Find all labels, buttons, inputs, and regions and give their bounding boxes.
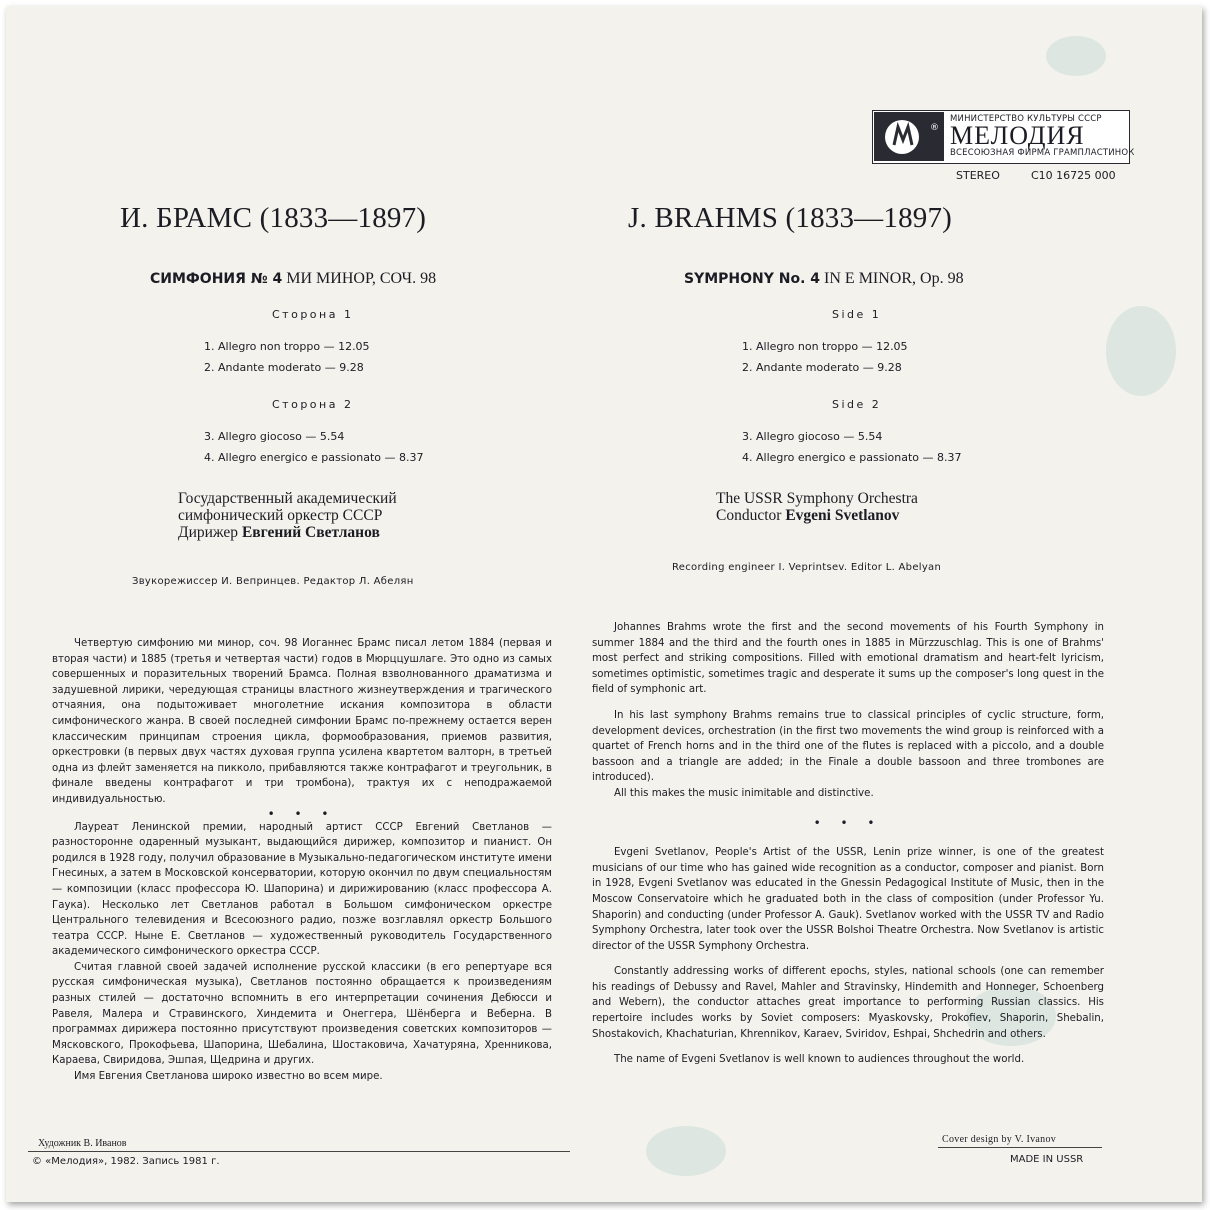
track-ru: 1. Allegro non troppo — 12.05 [204,340,370,353]
paragraph-en: Johannes Brahms wrote the first and the second movements of his Fourth Symphony in summer 1884 and the third and the fourth ones in 1885 in Mürzzuschlag. This is one of Brahms' most perfect and striking compositions. Filled with emotional dramatism and heart-felt lyricism, sometimes optimistic, sometimes tragic and desperate it sums up the composer's long quest in the field of symphonic art. [592,622,1104,696]
track-en: 1. Allegro non troppo — 12.05 [742,340,908,353]
track-en: 4. Allegro energico e passionato — 8.37 [742,451,962,464]
work-title-en [684,270,964,288]
conductor-ru-prefix: Дирижер [178,524,242,541]
paragraph-en: Constantly addressing works of different epochs, styles, national schools (one can remember his readings of Debussy and Ravel, Mahler and Stravinsky, Hindemith and Honneger, Schoenberg and Webern), the conductor attaches great importance to performing Russian classics. His repertoire includes works by Soviet composers: Myaskovsky, Prokofiev, Shaporin, Shebalin, Shostakovich, Khachaturian, Khrennikov, Karaev, Sviridov, Eshpai, Shchedrin and others. [592,966,1104,1040]
side-1-heading-ru: Сторона 1 [272,308,354,321]
paragraph-ru: Четвертую симфонию ми минор, соч. 98 Иоганнес Брамс писал летом 1884 (первая и вторая части) и 1885 (третья и четвертая части) годов в Мюрццушлаге. Это одно из самых совершенных и поразительных творений Брамса. Полная взволнованного драматизма и задушевной лирики, чередующая страницы властного жизнеутверждения и трагического отчаяния, она подытоживает многолетние искания композитора в области симфонического жанра. В своей последней симфонии Брамс по-прежнему остается верен классическим принципам строения цикла, формообразования, приемов развития, оркестровки (в первых двух частях духовая группа усилена квартетом валторн, в третьей одна из флейт заменяется на пикколо, прибавляются также контрафагот и треугольник, в финале введены контрафагот и три тромбона), трактуя их с неподражаемой индивидуальностью. [52,638,552,805]
cover-design-credit: Cover design by V. Ivanov [942,1134,1057,1145]
conductor-ru [178,524,397,541]
conductor-en [716,507,918,524]
paragraph-en: All this makes the music inimitable and distinctive. [614,787,874,799]
track-ru: 3. Allegro giocoso — 5.54 [204,430,345,443]
logo-brand-text: МЕЛОДИЯ [950,121,1085,150]
orchestra-ru [178,490,397,541]
orchestra-en-line1: The USSR Symphony Orchestra [716,490,918,507]
track-ru: 4. Allegro energico e passionato — 8.37 [204,451,424,464]
work-title-ru-bold: СИМФОНИЯ № 4 [150,271,283,287]
work-title-ru [150,270,436,288]
record-sleeve-back [6,6,1202,1202]
composer-title-ru: И. БРАМС (1833—1897) [120,202,427,234]
orchestra-ru-line1: Государственный академический [178,490,397,507]
catalog-number: С10 16725 000 [1031,169,1116,182]
conductor-en-name: Evgeni Svetlanov [785,507,900,524]
logo-ministry-text: МИНИСТЕРСТВО КУЛЬТУРЫ СССР [950,114,1102,124]
paragraph-ru: Считая главной своей задачей исполнение русской классики (в его репертуаре вся русская симфоническая музыка), Светланов постоянно обращается к произведениям разных стилей — достаточно вспомнить в его интерпретации сочинения Дебюсси и Равеля, Малера и Стравинского, Хиндемита и Онеггера, Шёнберга и Веберна. В программах дирижера постоянно присутствуют произведения советских композиторов — Мясковского, Прокофьева, Шапорина, Шебалина, Шостаковича, Хачатуряна, Хренникова, Караева, Свиридова, Эшпая, Щедрина и других. [52,961,552,1067]
liner-notes-en [592,620,1104,1068]
paragraph-ru: Лауреат Ленинской премии, народный артист СССР Евгений Светланов — разносторонне одаренный музыкант, выдающийся дирижер, композитор и пианист. Он родился в 1928 году, получил образование в Музыкально-педагогическом институте имени Гнесиных, а затем в Московской консерватории, которую окончил по двум специальностям — композиции (класс профессора Ю. Шапорина) и дирижированию (класс профессора А. Гаука). Несколько лет Светланов работал в Большом симфоническом оркестре Центрального телевидения и Всесоюзного радио, позже возглавлял оркестр Большого театра СССР. Ныне Е. Светланов — художественный руководитель Государственного академического симфонического оркестра СССР. [52,821,552,958]
work-title-en-bold: SYMPHONY No. 4 [684,271,821,287]
composer-title-en: J. BRAHMS (1833—1897) [628,202,953,234]
section-divider-ru: • • • [267,806,337,821]
paragraph-ru: Имя Евгения Светланова широко известно во всем мире. [74,1071,383,1083]
track-en: 2. Andante moderato — 9.28 [742,361,902,374]
artist-credit: Художник В. Иванов [38,1138,127,1149]
logo-firm-text: ВСЕСОЮЗНАЯ ФИРМА ГРАМПЛАСТИНОК [950,148,1135,158]
section-divider-en: • • • [813,815,883,830]
footer-rule-right [938,1147,1102,1148]
paper-stain [1106,306,1176,396]
track-ru: 2. Andante moderato — 9.28 [204,361,364,374]
work-title-en-rest: IN E MINOR, Op. 98 [820,270,964,287]
engineer-credit-ru: Звукорежиссер И. Вепринцев. Редактор Л. Абелян [132,576,414,587]
paragraph-en: Evgeni Svetlanov, People's Artist of the USSR, Lenin prize winner, is one of the greatest musicians of our time who has gained wide recognition as a conductor, composer and pianist. Born in 1928, Evgeni Svetlanov was educated in the Gnessin Pedagogical Institute of Music, then in the Moscow Conservatoire which he graduated both in the class of composition (under Professor Yu. Shaporin) and conducting (under Professor A. Gauk). Svetlanov worked with the USSR TV and Radio Symphony Orchestra, later took over the USSR Bolshoi Theatre Orchestra. Now Svetlanov is artistic director of the USSR Symphony Orchestra. [592,847,1104,952]
paragraph-en: The name of Evgeni Svetlanov is well known to audiences throughout the world. [614,1054,1025,1066]
paper-stain [1046,36,1106,76]
liner-notes-ru [52,636,552,1085]
registered-mark: ® [930,123,939,133]
orchestra-ru-line2: симфонический оркестр СССР [178,507,383,524]
stereo-label: STEREO [956,169,1000,182]
side-2-heading-en: Side 2 [832,398,882,411]
conductor-ru-name: Евгений Светланов [241,524,380,541]
work-title-ru-rest: МИ МИНОР, СОЧ. 98 [282,270,437,287]
side-2-heading-ru: Сторона 2 [272,398,354,411]
side-1-heading-en: Side 1 [832,308,882,321]
paper-stain [646,1126,726,1176]
footer-rule-left [28,1151,570,1152]
made-in-ussr: MADE IN USSR [1010,1154,1084,1165]
melodiya-emblem-icon [874,112,944,161]
track-en: 3. Allegro giocoso — 5.54 [742,430,883,443]
conductor-en-prefix: Conductor [716,507,786,524]
paragraph-en: In his last symphony Brahms remains true to classical principles of cyclic structure, form, development devices, orchestration (in the first two movements the wind group is reinforced with a quartet of French horns and in the third one of the flutes is replaced with a piccolo, and a double bassoon and a triangle are added; in the Finale a double bassoon and three trombones are introduced). [592,709,1104,784]
copyright-line: © «Мелодия», 1982. Запись 1981 г. [32,1156,220,1167]
engineer-credit-en: Recording engineer I. Veprintsev. Editor L. Abelyan [672,562,942,573]
orchestra-en [716,490,918,524]
